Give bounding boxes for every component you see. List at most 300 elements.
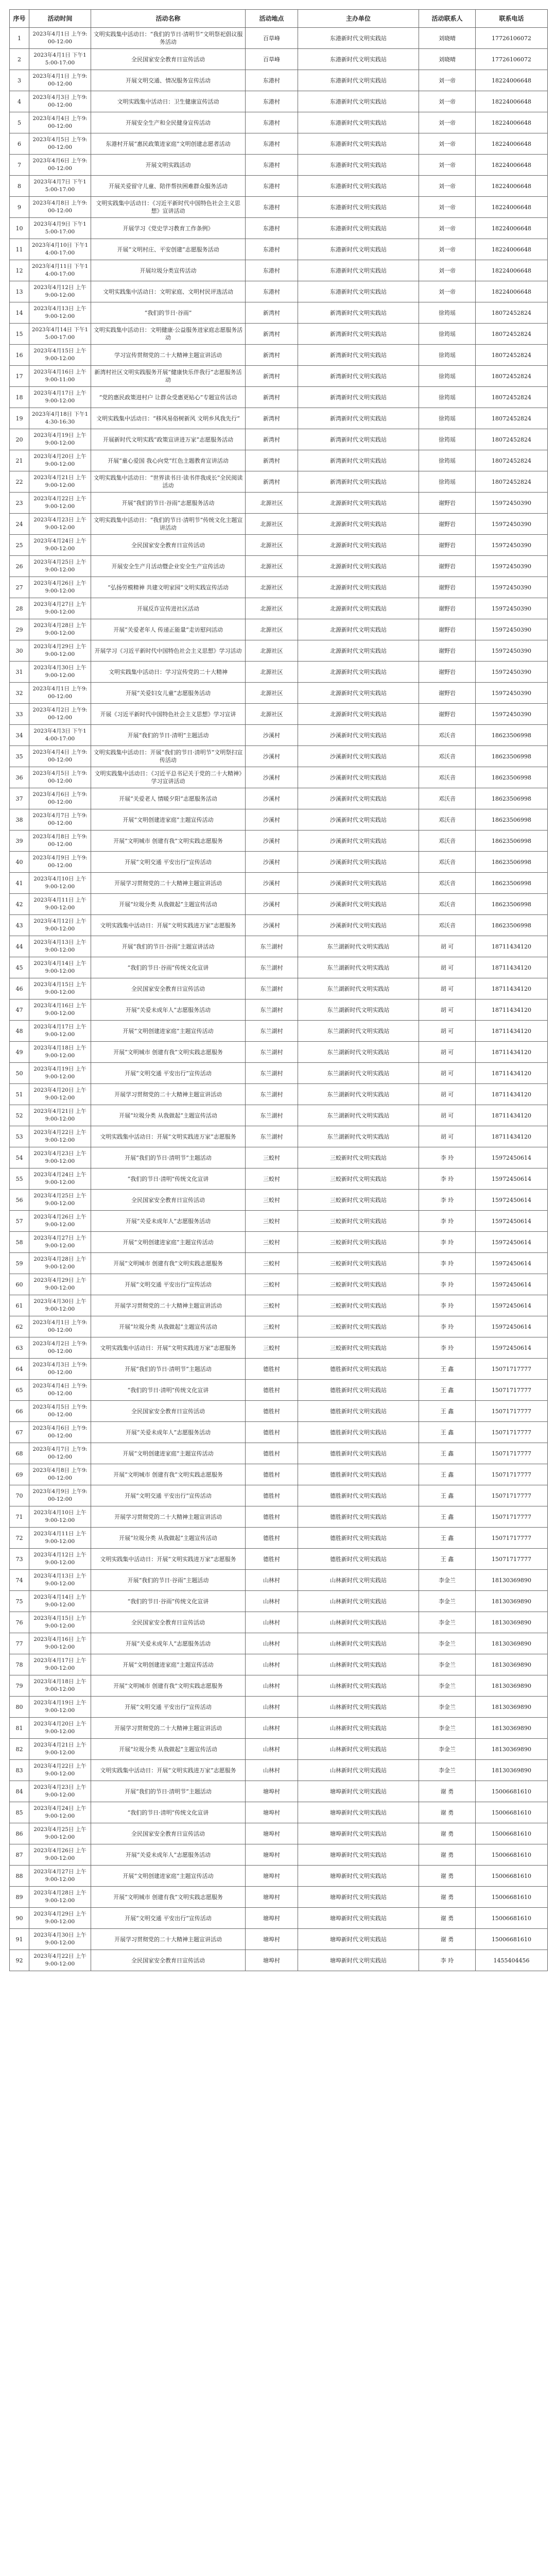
cell-time: 2023年4月10日 上午9:00-12:00: [29, 1506, 91, 1528]
cell-contact: 刘一帝: [419, 91, 476, 112]
cell-time: 2023年4月3日 上午9:00-12:00: [29, 1359, 91, 1380]
cell-organizer: 三蛟新时代文明实践站: [298, 1211, 419, 1232]
cell-phone: 15006681610: [476, 1908, 548, 1929]
cell-organizer: 沙溪新时代文明实践站: [298, 788, 419, 809]
table-row: [10, 915, 548, 936]
cell-contact: 李金兰: [419, 1654, 476, 1675]
cell-activity-name: “我们的节日·清明”传统文化宣讲: [91, 1168, 246, 1190]
cell-activity-name: “我们的节日·谷雨”: [91, 302, 246, 324]
table-row: [10, 387, 548, 408]
cell-location: 沙溪村: [246, 767, 298, 788]
cell-time: 2023年4月19日 上午9:00-12:00: [29, 1063, 91, 1084]
cell-phone: 15071717777: [476, 1443, 548, 1464]
cell-index: 1: [10, 28, 29, 49]
cell-contact: 谢野岩: [419, 514, 476, 535]
cell-activity-name: 开展学习贯彻党的二十大精神主题宣讲活动: [91, 1506, 246, 1528]
cell-activity-name: 文明实践集中活动日：开展“我们的节日·清明节”文明祭扫宣传活动: [91, 746, 246, 767]
cell-contact: 徐筠瑶: [419, 408, 476, 429]
table-row: [10, 788, 548, 809]
cell-organizer: 新湾新时代文明实践站: [298, 471, 419, 493]
cell-time: 2023年4月21日 上午9:00-12:00: [29, 471, 91, 493]
cell-organizer: 塘埠新时代文明实践站: [298, 1866, 419, 1887]
cell-index: 58: [10, 1232, 29, 1253]
cell-location: 山林村: [246, 1739, 298, 1760]
cell-phone: 15071717777: [476, 1422, 548, 1443]
cell-time: 2023年4月7日 上午9:00-12:00: [29, 809, 91, 831]
cell-activity-name: 开展“关爱未成年人”志愿服务活动: [91, 1422, 246, 1443]
table-row: [10, 577, 548, 598]
cell-organizer: 新湾新时代文明实践站: [298, 450, 419, 471]
cell-location: 德胜村: [246, 1464, 298, 1485]
cell-location: 德胜村: [246, 1401, 298, 1422]
cell-index: 57: [10, 1211, 29, 1232]
cell-contact: 胡 可: [419, 1084, 476, 1105]
cell-phone: 18711434120: [476, 999, 548, 1021]
cell-index: 87: [10, 1844, 29, 1866]
cell-index: 90: [10, 1908, 29, 1929]
cell-time: 2023年4月9日 下午15:00-17:00: [29, 218, 91, 239]
cell-phone: 18130369890: [476, 1675, 548, 1697]
cell-time: 2023年4月2日 上午9:00-12:00: [29, 704, 91, 725]
cell-phone: 15972450390: [476, 514, 548, 535]
cell-activity-name: 开展“文明创建进家庭”主题宣传活动: [91, 1654, 246, 1675]
cell-location: 沙溪村: [246, 809, 298, 831]
cell-index: 11: [10, 239, 29, 260]
cell-activity-name: 开展“文明交通 平安出行”宣传活动: [91, 1274, 246, 1295]
cell-organizer: 东兰湖新时代文明实践站: [298, 1063, 419, 1084]
cell-organizer: 德胜新时代文明实践站: [298, 1359, 419, 1380]
cell-organizer: 东兰湖新时代文明实践站: [298, 1021, 419, 1042]
cell-phone: 18072452824: [476, 471, 548, 493]
cell-phone: 15972450614: [476, 1190, 548, 1211]
cell-contact: 谢野岩: [419, 619, 476, 640]
table-row: [10, 493, 548, 514]
cell-contact: 李金兰: [419, 1591, 476, 1612]
cell-time: 2023年4月6日 上午9:00-12:00: [29, 155, 91, 176]
cell-activity-name: 文明实践集中活动日：“移风易俗树新风 文明乡风我先行”: [91, 408, 246, 429]
cell-activity-name: 开展“关爱未成年人”志愿服务活动: [91, 1633, 246, 1654]
cell-index: 91: [10, 1929, 29, 1950]
cell-contact: 谢野岩: [419, 556, 476, 577]
cell-index: 52: [10, 1105, 29, 1126]
cell-contact: 徐筠瑶: [419, 471, 476, 493]
table-row: [10, 112, 548, 133]
cell-location: 山林村: [246, 1718, 298, 1739]
cell-contact: 邓沃音: [419, 746, 476, 767]
cell-phone: 15972450614: [476, 1295, 548, 1316]
cell-phone: 15972450614: [476, 1253, 548, 1274]
cell-contact: 李金兰: [419, 1718, 476, 1739]
table-row: [10, 450, 548, 471]
cell-index: 69: [10, 1464, 29, 1485]
table-row: [10, 345, 548, 366]
cell-activity-name: 开展“我们的节日·清明”主题活动: [91, 725, 246, 746]
cell-contact: 徐筠瑶: [419, 324, 476, 345]
cell-organizer: 塘埠新时代文明实践站: [298, 1887, 419, 1908]
cell-index: 27: [10, 577, 29, 598]
cell-organizer: 东港新时代文明实践站: [298, 70, 419, 91]
cell-activity-name: 开展文明实践活动: [91, 155, 246, 176]
cell-index: 92: [10, 1950, 29, 1971]
cell-phone: 18072452824: [476, 408, 548, 429]
cell-time: 2023年4月5日 上午9:00-12:00: [29, 133, 91, 155]
cell-activity-name: 文明实践集中活动日：学习宣传党的二十大精神: [91, 662, 246, 683]
cell-organizer: 沙溪新时代文明实践站: [298, 873, 419, 894]
cell-phone: 15006681610: [476, 1844, 548, 1866]
cell-contact: 李 玲: [419, 1274, 476, 1295]
cell-contact: 刘一帝: [419, 281, 476, 302]
cell-index: 13: [10, 281, 29, 302]
cell-phone: 15006681610: [476, 1929, 548, 1950]
header-location: 活动地点: [246, 10, 298, 28]
cell-contact: 刘一帝: [419, 218, 476, 239]
cell-time: 2023年4月3日 上午9:00-12:00: [29, 91, 91, 112]
cell-contact: 刘一帝: [419, 155, 476, 176]
cell-location: 塘埠村: [246, 1866, 298, 1887]
cell-time: 2023年4月25日 上午9:00-12:00: [29, 556, 91, 577]
cell-activity-name: 开展“文明创建进家庭”主题宣传活动: [91, 1232, 246, 1253]
cell-organizer: 德胜新时代文明实践站: [298, 1401, 419, 1422]
cell-location: 北源社区: [246, 577, 298, 598]
cell-contact: 邓沃音: [419, 725, 476, 746]
cell-organizer: 东港新时代文明实践站: [298, 112, 419, 133]
cell-activity-name: “党的惠民政策进村户 让群众受惠更贴心”专题宣传活动: [91, 387, 246, 408]
cell-location: 新湾村: [246, 387, 298, 408]
table-row: [10, 598, 548, 619]
cell-index: 79: [10, 1675, 29, 1697]
cell-phone: 15972450614: [476, 1316, 548, 1337]
cell-activity-name: 开展“文明交通 平安出行”宣传活动: [91, 1063, 246, 1084]
cell-organizer: 沙溪新时代文明实践站: [298, 852, 419, 873]
table-row: [10, 1633, 548, 1654]
cell-organizer: 塘埠新时代文明实践站: [298, 1908, 419, 1929]
header-contact: 活动联系人: [419, 10, 476, 28]
cell-organizer: 沙溪新时代文明实践站: [298, 809, 419, 831]
table-row: [10, 429, 548, 450]
cell-organizer: 山林新时代文明实践站: [298, 1697, 419, 1718]
table-row: [10, 1253, 548, 1274]
cell-activity-name: 开展学习贯彻党的二十大精神主题宣讲活动: [91, 873, 246, 894]
cell-activity-name: 开展“关爱老人 情暖夕阳”志愿服务活动: [91, 788, 246, 809]
cell-contact: 李 玲: [419, 1190, 476, 1211]
cell-activity-name: 开展“垃圾分类 从我做起”主题宣传活动: [91, 1105, 246, 1126]
cell-organizer: 德胜新时代文明实践站: [298, 1506, 419, 1528]
cell-index: 16: [10, 345, 29, 366]
cell-contact: 李金兰: [419, 1570, 476, 1591]
cell-time: 2023年4月8日 上午9:00-12:00: [29, 1464, 91, 1485]
cell-phone: 18711434120: [476, 978, 548, 999]
table-row: [10, 1063, 548, 1084]
cell-organizer: 塘埠新时代文明实践站: [298, 1950, 419, 1971]
cell-phone: 15071717777: [476, 1380, 548, 1401]
cell-organizer: 北源新时代文明实践站: [298, 619, 419, 640]
cell-activity-name: 全民国家安全教育日宣传活动: [91, 535, 246, 556]
cell-organizer: 东港新时代文明实践站: [298, 28, 419, 49]
cell-organizer: 沙溪新时代文明实践站: [298, 767, 419, 788]
cell-phone: 18224006648: [476, 155, 548, 176]
cell-activity-name: 开展“文明创建进家庭”主题宣传活动: [91, 1021, 246, 1042]
cell-index: 23: [10, 493, 29, 514]
cell-contact: 李 玲: [419, 1147, 476, 1168]
cell-index: 4: [10, 91, 29, 112]
cell-time: 2023年4月4日 上午9:00-12:00: [29, 112, 91, 133]
cell-phone: 18224006648: [476, 176, 548, 197]
cell-activity-name: 开展新时代文明实践“政策宣讲进万家”志愿服务活动: [91, 429, 246, 450]
cell-index: 81: [10, 1718, 29, 1739]
cell-index: 41: [10, 873, 29, 894]
cell-location: 东兰湖村: [246, 1021, 298, 1042]
cell-activity-name: 全民国家安全教育日宣传活动: [91, 1612, 246, 1633]
table-row: [10, 1168, 548, 1190]
cell-location: 东港村: [246, 218, 298, 239]
table-row: [10, 1823, 548, 1844]
cell-location: 北源社区: [246, 598, 298, 619]
cell-location: 三蛟村: [246, 1168, 298, 1190]
cell-location: 塘埠村: [246, 1950, 298, 1971]
cell-index: 35: [10, 746, 29, 767]
cell-contact: 谢野岩: [419, 535, 476, 556]
cell-organizer: 东港新时代文明实践站: [298, 133, 419, 155]
cell-organizer: 塘埠新时代文明实践站: [298, 1802, 419, 1823]
cell-activity-name: 全民国家安全教育日宣传活动: [91, 1950, 246, 1971]
cell-phone: 15006681610: [476, 1823, 548, 1844]
cell-time: 2023年4月22日 上午9:00-12:00: [29, 1760, 91, 1781]
cell-time: 2023年4月24日 上午9:00-12:00: [29, 1802, 91, 1823]
cell-time: 2023年4月12日 上午9:00-12:00: [29, 281, 91, 302]
cell-activity-name: 开展反诈宣传进社区活动: [91, 598, 246, 619]
cell-phone: 18623506998: [476, 894, 548, 915]
cell-organizer: 三蛟新时代文明实践站: [298, 1190, 419, 1211]
cell-contact: 刘一帝: [419, 239, 476, 260]
cell-activity-name: 文明实践集中活动日：“我们的节日·清明节”传统文化主题宣讲活动: [91, 514, 246, 535]
table-row: [10, 1042, 548, 1063]
cell-location: 沙溪村: [246, 873, 298, 894]
cell-phone: 18711434120: [476, 1021, 548, 1042]
cell-phone: 15972450390: [476, 662, 548, 683]
cell-contact: 谢 勇: [419, 1823, 476, 1844]
cell-location: 东港村: [246, 91, 298, 112]
cell-phone: 18072452824: [476, 429, 548, 450]
cell-activity-name: 文明实践集中活动日：文明健康·公益服务进家庭志愿服务活动: [91, 324, 246, 345]
cell-organizer: 新湾新时代文明实践站: [298, 345, 419, 366]
cell-location: 山林村: [246, 1697, 298, 1718]
cell-organizer: 沙溪新时代文明实践站: [298, 725, 419, 746]
cell-organizer: 北源新时代文明实践站: [298, 514, 419, 535]
cell-organizer: 塘埠新时代文明实践站: [298, 1929, 419, 1950]
cell-time: 2023年4月18日 上午9:00-12:00: [29, 1042, 91, 1063]
table-row: [10, 1802, 548, 1823]
cell-phone: 18711434120: [476, 1063, 548, 1084]
cell-activity-name: 开展“关爱未成年人”志愿服务活动: [91, 1844, 246, 1866]
cell-location: 新湾村: [246, 450, 298, 471]
cell-location: 北源社区: [246, 514, 298, 535]
cell-organizer: 三蛟新时代文明实践站: [298, 1147, 419, 1168]
cell-activity-name: 文明实践集中活动日：《习近平新时代中国特色社会主义思想》宣讲活动: [91, 197, 246, 218]
cell-location: 东兰湖村: [246, 957, 298, 978]
table-row: [10, 218, 548, 239]
cell-index: 78: [10, 1654, 29, 1675]
cell-contact: 王 鑫: [419, 1443, 476, 1464]
cell-time: 2023年4月10日 下午14:00-17:00: [29, 239, 91, 260]
cell-time: 2023年4月4日 上午9:00-12:00: [29, 746, 91, 767]
cell-location: 沙溪村: [246, 852, 298, 873]
cell-activity-name: 开展“文明创建进家庭”主题宣传活动: [91, 1866, 246, 1887]
cell-activity-name: 开展“垃圾分类 从我做起”主题宣传活动: [91, 1528, 246, 1549]
cell-organizer: 东港新时代文明实践站: [298, 49, 419, 70]
table-row: [10, 1232, 548, 1253]
cell-location: 新湾村: [246, 408, 298, 429]
table-row: [10, 1929, 548, 1950]
cell-contact: 李 玲: [419, 1232, 476, 1253]
cell-index: 18: [10, 387, 29, 408]
cell-contact: 徐筠瑶: [419, 366, 476, 387]
table-row: [10, 1084, 548, 1105]
cell-organizer: 三蛟新时代文明实践站: [298, 1316, 419, 1337]
cell-organizer: 山林新时代文明实践站: [298, 1570, 419, 1591]
cell-activity-name: 新湾村社区文明实践服务开展“健康快乐伴我行”志愿服务活动: [91, 366, 246, 387]
cell-phone: 15972450614: [476, 1168, 548, 1190]
cell-activity-name: 文明实践集中活动日：“我们的节日·清明节”文明祭祀倡议服务活动: [91, 28, 246, 49]
cell-location: 新湾村: [246, 429, 298, 450]
cell-time: 2023年4月20日 上午9:00-12:00: [29, 450, 91, 471]
cell-organizer: 东港新时代文明实践站: [298, 176, 419, 197]
cell-contact: 胡 可: [419, 1105, 476, 1126]
cell-contact: 刘一帝: [419, 133, 476, 155]
cell-index: 45: [10, 957, 29, 978]
cell-activity-name: 开展学习《习近平新时代中国特色社会主义思想》学习活动: [91, 640, 246, 662]
cell-phone: 15972450614: [476, 1232, 548, 1253]
table-row: [10, 1295, 548, 1316]
cell-phone: 15071717777: [476, 1528, 548, 1549]
cell-phone: 18224006648: [476, 133, 548, 155]
cell-activity-name: 全民国家安全教育日宣传活动: [91, 49, 246, 70]
table-row: [10, 408, 548, 429]
cell-index: 21: [10, 450, 29, 471]
table-row: [10, 1443, 548, 1464]
cell-phone: 15972450390: [476, 535, 548, 556]
cell-contact: 刘一帝: [419, 260, 476, 281]
cell-organizer: 三蛟新时代文明实践站: [298, 1337, 419, 1359]
header-phone: 联系电话: [476, 10, 548, 28]
cell-time: 2023年4月1日 上午9:00-12:00: [29, 70, 91, 91]
cell-index: 19: [10, 408, 29, 429]
cell-index: 6: [10, 133, 29, 155]
cell-phone: 18623506998: [476, 852, 548, 873]
cell-time: 2023年4月26日 上午9:00-12:00: [29, 1844, 91, 1866]
cell-organizer: 德胜新时代文明实践站: [298, 1380, 419, 1401]
cell-index: 82: [10, 1739, 29, 1760]
cell-phone: 15972450614: [476, 1147, 548, 1168]
cell-contact: 谢 勇: [419, 1929, 476, 1950]
cell-index: 22: [10, 471, 29, 493]
cell-time: 2023年4月24日 上午9:00-12:00: [29, 1168, 91, 1190]
table-row: [10, 49, 548, 70]
cell-activity-name: 开展安全生产月活动暨企业安全生产宣传活动: [91, 556, 246, 577]
cell-index: 29: [10, 619, 29, 640]
cell-time: 2023年4月18日 下午14:30-16:30: [29, 408, 91, 429]
cell-location: 三蛟村: [246, 1316, 298, 1337]
cell-phone: 15071717777: [476, 1359, 548, 1380]
cell-activity-name: 开展“文明交通 平安出行”宣传活动: [91, 852, 246, 873]
cell-activity-name: 开展“文明村庄、平安创建”志愿服务活动: [91, 239, 246, 260]
cell-time: 2023年4月30日 上午9:00-12:00: [29, 1929, 91, 1950]
cell-index: 51: [10, 1084, 29, 1105]
table-row: [10, 1844, 548, 1866]
cell-contact: 邓沃音: [419, 915, 476, 936]
cell-time: 2023年4月22日 上午9:00-12:00: [29, 1950, 91, 1971]
cell-time: 2023年4月30日 上午9:00-12:00: [29, 662, 91, 683]
cell-activity-name: 开展“文明交通 平安出行”宣传活动: [91, 1485, 246, 1506]
cell-location: 德胜村: [246, 1359, 298, 1380]
header-time: 活动时间: [29, 10, 91, 28]
cell-location: 北源社区: [246, 493, 298, 514]
cell-index: 71: [10, 1506, 29, 1528]
activity-schedule-table: [9, 9, 548, 1971]
cell-time: 2023年4月14日 上午9:00-12:00: [29, 957, 91, 978]
cell-organizer: 山林新时代文明实践站: [298, 1739, 419, 1760]
cell-activity-name: 开展“文明交通 平安出行”宣传活动: [91, 1908, 246, 1929]
cell-activity-name: “我们的节日·谷雨”传统文化宣讲: [91, 957, 246, 978]
cell-index: 64: [10, 1359, 29, 1380]
cell-index: 8: [10, 176, 29, 197]
cell-location: 山林村: [246, 1570, 298, 1591]
cell-activity-name: 开展“文明城市 创建有我”文明实践志愿服务: [91, 1253, 246, 1274]
cell-phone: 18130369890: [476, 1612, 548, 1633]
cell-time: 2023年4月11日 下午14:00-17:00: [29, 260, 91, 281]
cell-index: 50: [10, 1063, 29, 1084]
cell-time: 2023年4月25日 上午9:00-12:00: [29, 1823, 91, 1844]
cell-index: 74: [10, 1570, 29, 1591]
cell-location: 沙溪村: [246, 894, 298, 915]
cell-organizer: 东港新时代文明实践站: [298, 197, 419, 218]
cell-organizer: 德胜新时代文明实践站: [298, 1464, 419, 1485]
cell-contact: 胡 可: [419, 1126, 476, 1147]
table-row: [10, 1675, 548, 1697]
cell-activity-name: 文明实践集中活动日：开展“文明实践进万家”志愿服务: [91, 1760, 246, 1781]
cell-time: 2023年4月15日 上午9:00-12:00: [29, 978, 91, 999]
cell-activity-name: 开展“文明创建进家庭”主题宣传活动: [91, 1443, 246, 1464]
table-row: [10, 640, 548, 662]
cell-contact: 徐筠瑶: [419, 429, 476, 450]
cell-time: 2023年4月14日 下午15:00-17:00: [29, 324, 91, 345]
cell-organizer: 三蛟新时代文明实践站: [298, 1295, 419, 1316]
cell-organizer: 东港新时代文明实践站: [298, 218, 419, 239]
cell-contact: 谢野岩: [419, 662, 476, 683]
cell-activity-name: 文明实践集中活动日：文明家庭、文明村民评选活动: [91, 281, 246, 302]
cell-organizer: 东兰湖新时代文明实践站: [298, 978, 419, 999]
cell-location: 北源社区: [246, 683, 298, 704]
cell-organizer: 新湾新时代文明实践站: [298, 302, 419, 324]
cell-contact: 邓沃音: [419, 873, 476, 894]
cell-activity-name: 开展“垃圾分类 从我做起”主题宣传活动: [91, 894, 246, 915]
cell-time: 2023年4月16日 上午9:00-12:00: [29, 999, 91, 1021]
cell-time: 2023年4月13日 上午9:00-12:00: [29, 936, 91, 957]
cell-activity-name: 开展“关爱妇女儿童”志愿服务活动: [91, 683, 246, 704]
table-row: [10, 1654, 548, 1675]
cell-time: 2023年4月13日 上午9:00-12:00: [29, 1570, 91, 1591]
cell-organizer: 东港新时代文明实践站: [298, 155, 419, 176]
cell-contact: 李金兰: [419, 1739, 476, 1760]
cell-location: 东港村: [246, 155, 298, 176]
cell-contact: 王 鑫: [419, 1485, 476, 1506]
cell-time: 2023年4月7日 下午15:00-17:00: [29, 176, 91, 197]
cell-activity-name: 开展安全生产和全民健身宣传活动: [91, 112, 246, 133]
table-row: [10, 1506, 548, 1528]
cell-location: 沙溪村: [246, 915, 298, 936]
cell-activity-name: 开展“文明创建进家庭”主题宣传活动: [91, 809, 246, 831]
table-row: [10, 1359, 548, 1380]
cell-contact: 李 玲: [419, 1211, 476, 1232]
